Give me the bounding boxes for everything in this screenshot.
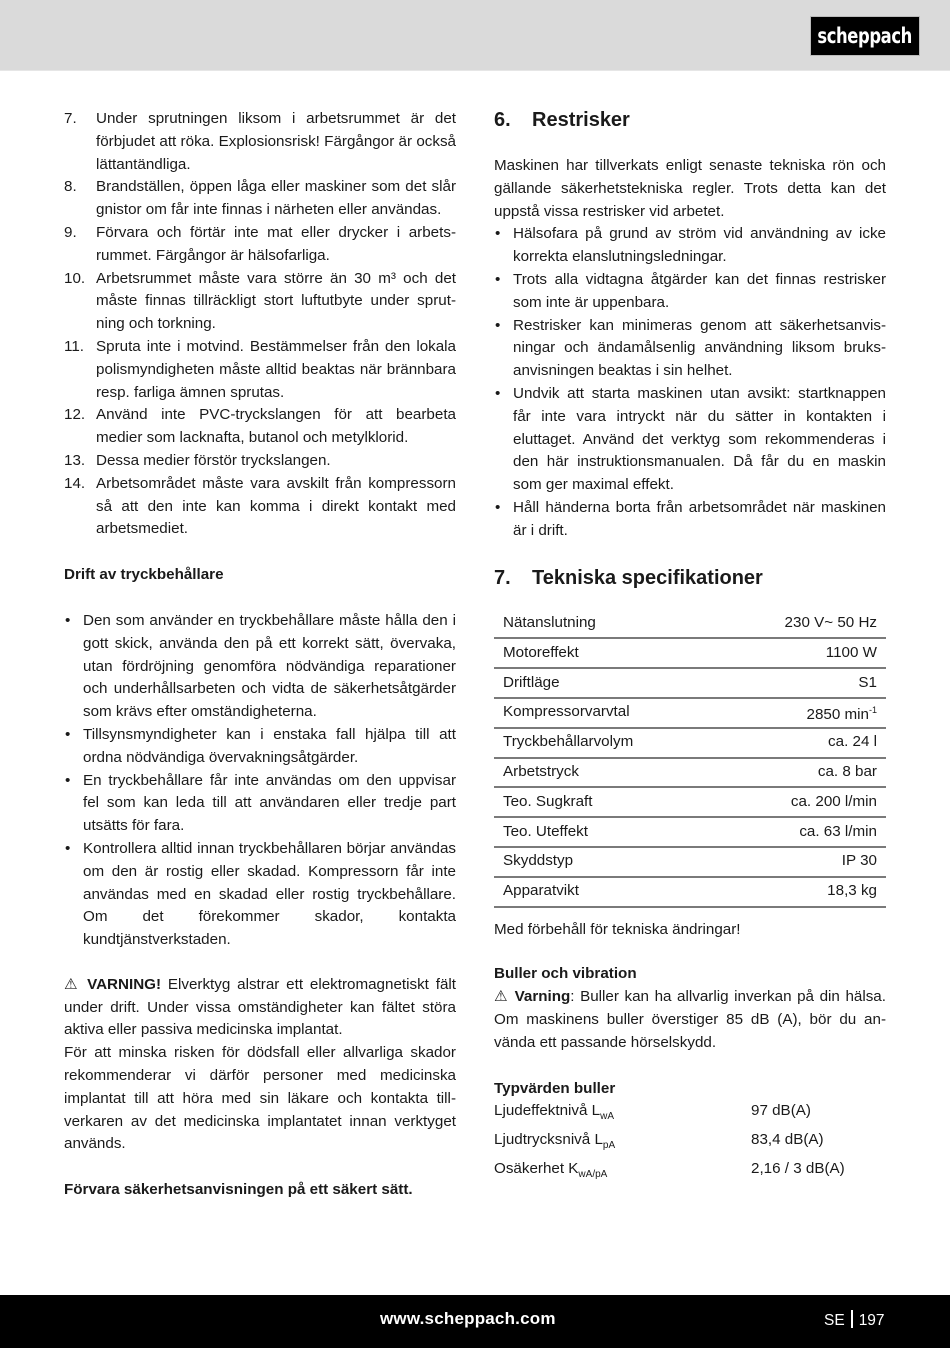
list-item bbox=[64, 770, 456, 838]
spec-label: Apparatvikt bbox=[494, 877, 719, 907]
table-row bbox=[494, 817, 886, 847]
noise-label-subscript: pA bbox=[602, 1140, 616, 1152]
table-row bbox=[494, 787, 886, 817]
spec-value: S1 bbox=[719, 668, 886, 698]
warning-triangle-icon: ⚠ bbox=[64, 975, 81, 993]
logo-text: scheppach bbox=[817, 24, 913, 48]
item-number: 7. bbox=[64, 110, 77, 127]
noise-label bbox=[494, 1158, 751, 1187]
item-number: 12. bbox=[64, 406, 86, 424]
noise-label-text: Osäkerhet K bbox=[494, 1159, 579, 1177]
warning-text: : Buller kan ha allvarlig inverkan på din hälsa. Om maskinens buller överstiger 85 dB (A), bör du använda ett passande hörselskydd. bbox=[494, 988, 886, 1051]
spec-label: Motoreffekt bbox=[494, 638, 719, 668]
safety-numbered-list bbox=[64, 108, 456, 541]
residual-risks-intro: Maskinen har tillverkats enligt senaste tekniska rön och gällande säkerhetstekniska regler. Trots detta kan det uppstå vissa restrisker vid arbetet. bbox=[494, 157, 886, 220]
pressure-vessel-bullets bbox=[64, 610, 456, 952]
website-link[interactable]: www.scheppach.com bbox=[380, 1309, 556, 1328]
item-number: 13. bbox=[64, 451, 86, 469]
bullet-icon: • bbox=[495, 270, 501, 288]
bullet-icon: • bbox=[495, 384, 501, 402]
table-row bbox=[494, 847, 886, 877]
spec-label: Arbetstryck bbox=[494, 758, 719, 788]
list-item bbox=[64, 404, 456, 450]
section-title-residual-risks bbox=[494, 108, 886, 132]
item-number: 8. bbox=[64, 178, 77, 196]
section-title-text: Restrisker bbox=[532, 109, 630, 131]
emf-warning-continued: För att minska risken för dödsfall eller allvarliga skador rekommenderar vi därför personer med medicinska implantat till att höra med sin läkare och kontakta tillverkaren av det medicinska implantatet innan verktyget används. bbox=[64, 1044, 456, 1153]
spec-label: Tryckbehållarvolym bbox=[494, 728, 719, 758]
list-item bbox=[494, 315, 886, 383]
item-text: Den som använder en tryckbehållare måste hålla den i gott skick, använda den på ett korrekt sätt, övervaka, utan fördröjning genomföra nödvändiga reparationer och underhållsarbeten och vidta de säkerhetsåtgärder som krävs efter omständigheterna. bbox=[83, 611, 456, 721]
spec-value: ca. 24 l bbox=[719, 728, 886, 758]
noise-value: 97 dB(A) bbox=[751, 1102, 811, 1120]
table-row bbox=[494, 728, 886, 758]
bullet-icon: • bbox=[65, 839, 71, 857]
noise-heading: Buller och vibration bbox=[494, 965, 637, 983]
page-indicator bbox=[824, 1310, 885, 1330]
noise-label-text: Ljudtrycksnivå L bbox=[494, 1131, 603, 1149]
item-text: Använd inte PVC-tryckslangen för att bearbeta medier som lacknafta, butanol och metylklorid. bbox=[96, 406, 456, 447]
item-text: Trots alla vidtagna åtgärder kan det finnas restrisker som inte är uppenbara. bbox=[513, 270, 886, 311]
bullet-icon: • bbox=[65, 725, 71, 743]
item-text: Förvara och förtär inte mat eller drycker i arbetsrummet. Färgångor är hälsofarliga. bbox=[96, 223, 456, 264]
item-number: 14. bbox=[64, 474, 86, 492]
bullet-icon: • bbox=[65, 771, 71, 789]
spec-value-exponent: -1 bbox=[868, 704, 877, 715]
emf-warning bbox=[64, 974, 456, 1042]
noise-label bbox=[494, 1129, 751, 1158]
warning-label: Varning bbox=[514, 988, 571, 1006]
spec-value: 2850 min bbox=[806, 706, 869, 723]
spec-value: ca. 8 bar bbox=[719, 758, 886, 788]
noise-value-row bbox=[494, 1158, 886, 1187]
list-item bbox=[64, 724, 456, 770]
spec-value: ca. 200 l/min bbox=[719, 787, 886, 817]
spec-value: ca. 63 l/min bbox=[719, 817, 886, 847]
section-title-text: Tekniska specifikationer bbox=[532, 566, 763, 589]
spec-label: Skyddstyp bbox=[494, 847, 719, 877]
item-text: Undvik att starta maskinen utan avsikt: startknappen får inte vara intryckt när du sätter in kontakten i eluttaget. Använd det verktyg som rekommenderas i den här instruktionsmanualen. Då får du en maskin som ger maximal effekt. bbox=[513, 384, 886, 494]
bullet-icon: • bbox=[495, 498, 501, 516]
warning-label: VARNING! bbox=[87, 975, 162, 993]
spec-value: 18,3 kg bbox=[719, 877, 886, 907]
list-item bbox=[64, 336, 456, 404]
spec-value: 230 V~ 50 Hz bbox=[719, 609, 886, 639]
item-text: Tillsynsmyndigheter kan i enstaka fall hjälpa till att ordna nödvändiga övervakningsåtgärder. bbox=[83, 725, 456, 766]
scheppach-logo bbox=[810, 16, 920, 56]
spec-disclaimer: Med förbehåll för tekniska ändringar! bbox=[494, 920, 741, 938]
pressure-vessel-heading: Drift av tryckbehållare bbox=[64, 566, 224, 584]
list-item bbox=[64, 450, 456, 473]
item-number: 11. bbox=[64, 337, 84, 355]
item-text: Arbetsområdet måste vara avskilt från kompressorn så att den inte kan komma i direkt kontakt med arbetsmediet. bbox=[96, 474, 456, 538]
spec-label: Kompressorvarvtal bbox=[494, 698, 719, 728]
spec-value: 1100 W bbox=[719, 638, 886, 668]
item-text: Dessa medier förstör tryckslangen. bbox=[96, 451, 331, 469]
closing-note: Förvara säkerhetsanvisningen på ett säkert sätt. bbox=[64, 1181, 413, 1199]
noise-label bbox=[494, 1100, 751, 1129]
item-text: Under sprutningen liksom i arbetsrummet är det förbjudet att röka. Explosionsrisk! Färgångor är också lättantändliga. bbox=[96, 110, 456, 173]
spec-table bbox=[494, 609, 886, 908]
section-title-tech-specs bbox=[494, 566, 886, 590]
item-text: Restrisker kan minimeras genom att säkerhetsanvisningar och ändamålsenlig användning liksom bruksanvisningen beaktas i sin helhet. bbox=[513, 316, 886, 380]
table-row bbox=[494, 638, 886, 668]
header-band bbox=[0, 0, 950, 71]
noise-value: 83,4 dB(A) bbox=[751, 1131, 824, 1149]
list-item bbox=[64, 268, 456, 336]
item-number: 10. bbox=[64, 269, 86, 287]
item-text: Håll händerna borta från arbetsområdet när maskinen är i drift. bbox=[513, 498, 886, 539]
bullet-icon: • bbox=[495, 225, 501, 243]
footer-band bbox=[0, 1295, 950, 1348]
section-number: 6. bbox=[494, 109, 511, 131]
residual-risks-bullets bbox=[494, 223, 886, 542]
table-row bbox=[494, 877, 886, 907]
page-number: 197 bbox=[858, 1312, 885, 1329]
list-item bbox=[64, 473, 456, 541]
spec-label: Teo. Uteffekt bbox=[494, 817, 719, 847]
separator bbox=[851, 1310, 853, 1328]
list-item bbox=[64, 176, 456, 222]
list-item bbox=[494, 269, 886, 315]
noise-label-subscript: wA bbox=[600, 1111, 615, 1123]
item-text: Kontrollera alltid innan tryckbehållaren börjar användas om den är rostig eller skadad. Kompressorn får inte användas med en skadad eller rostig tryckbehållare. Om det förekommer skador, kontakta kundtjänstverkstaden. bbox=[83, 839, 456, 949]
table-row bbox=[494, 609, 886, 639]
bullet-icon: • bbox=[65, 611, 71, 629]
table-row bbox=[494, 668, 886, 698]
list-item bbox=[64, 108, 456, 176]
spec-label: Nätanslutning bbox=[494, 609, 719, 639]
language-code: SE bbox=[824, 1312, 845, 1329]
right-column bbox=[494, 108, 886, 1187]
noise-value-row bbox=[494, 1129, 886, 1158]
warning-text: Elverktyg alstrar ett elektromagnetiskt fält under drift. Under vissa omständigheter kan fältet störa aktiva eller passiva medicinska implantat. bbox=[64, 975, 456, 1039]
table-row bbox=[494, 758, 886, 788]
noise-label-subscript: wA/pA bbox=[578, 1168, 608, 1180]
noise-value-row bbox=[494, 1100, 886, 1129]
section-number: 7. bbox=[494, 566, 511, 589]
table-row bbox=[494, 698, 886, 728]
spec-label: Teo. Sugkraft bbox=[494, 787, 719, 817]
left-column bbox=[64, 108, 456, 1202]
spec-label: Driftläge bbox=[494, 668, 719, 698]
item-text: Spruta inte i motvind. Bestämmelser från den lokala polismyndigheten måste alltid beaktas när brännbara resp. farliga ämnen sprutas. bbox=[96, 337, 456, 401]
warning-triangle-icon: ⚠ bbox=[494, 988, 509, 1006]
item-text: Hälsofara på grund av ström vid användning av icke korrekta elanslutningsledningar. bbox=[513, 225, 886, 266]
bullet-icon: • bbox=[495, 316, 501, 334]
item-number: 9. bbox=[64, 223, 77, 241]
list-item bbox=[494, 497, 886, 543]
list-item bbox=[64, 610, 456, 724]
list-item bbox=[494, 223, 886, 269]
noise-label-text: Ljudeffektnivå L bbox=[494, 1102, 601, 1120]
item-text: Arbetsrummet måste vara större än 30 m³ och det måste finnas tillräckligt stort luftutbyte under sprutning och torkning. bbox=[96, 269, 456, 333]
item-text: Brandställen, öppen låga eller maskiner som det slår gnistor om får inte finnas i närheten eller användas. bbox=[96, 178, 456, 219]
noise-warning bbox=[494, 986, 886, 1054]
noise-value: 2,16 / 3 dB(A) bbox=[751, 1159, 845, 1177]
list-item bbox=[64, 838, 456, 952]
spec-value-cell bbox=[719, 698, 886, 728]
list-item bbox=[64, 222, 456, 268]
spec-value: IP 30 bbox=[719, 847, 886, 877]
noise-values-heading: Typvärden buller bbox=[494, 1079, 616, 1097]
item-text: En tryckbehållare får inte användas om den uppvisar fel som kan leda till att användaren eller tredje part utsätts för fara. bbox=[83, 771, 456, 835]
list-item bbox=[494, 383, 886, 497]
